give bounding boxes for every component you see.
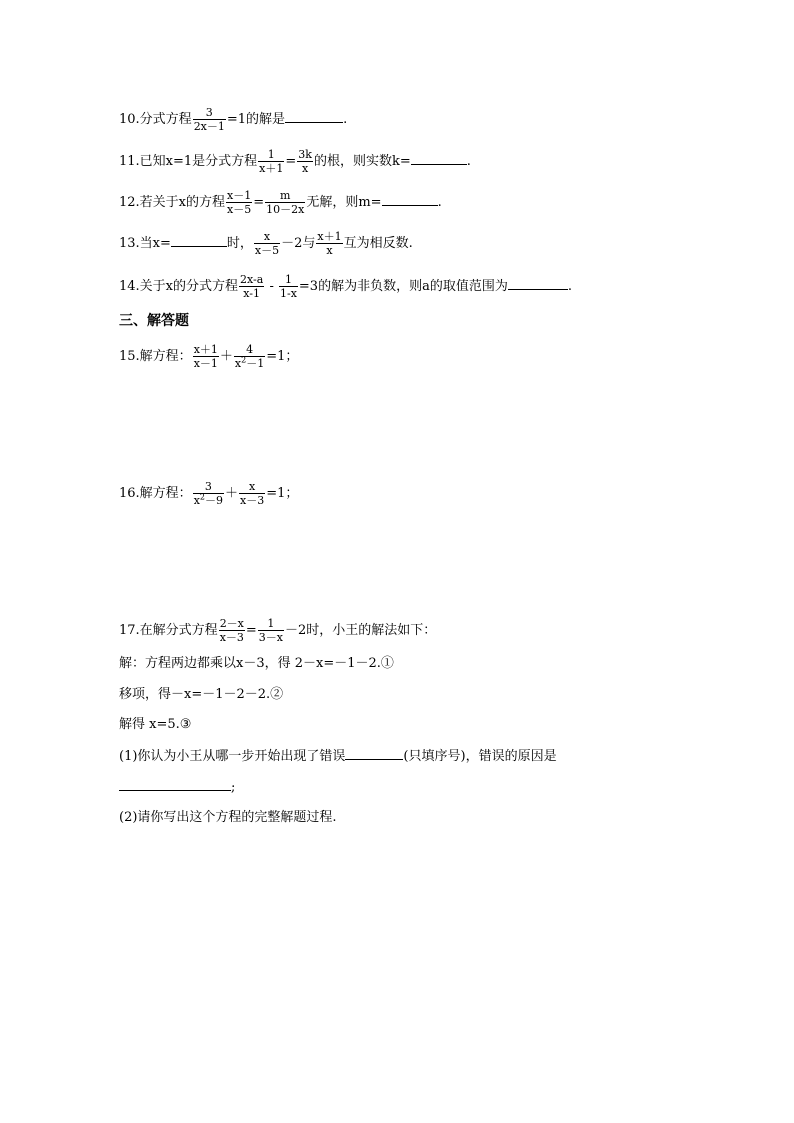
q15-den-2: $x^2-1$ — [234, 355, 265, 370]
q17-equals: = — [245, 623, 257, 638]
q12-period: . — [437, 195, 442, 210]
q10-fraction — [193, 106, 226, 133]
q14-period: . — [567, 279, 572, 294]
part-1 — [119, 747, 557, 766]
q17-prefix: 17.在解分式方程 — [119, 623, 218, 638]
q15-suffix: =1； — [266, 349, 299, 364]
part-1-text-b: (只填序号)，错误的原因是 — [403, 749, 557, 764]
question-17 — [119, 617, 436, 644]
q15-num-1: x＋1 — [193, 343, 218, 356]
part-1-step-blank[interactable] — [345, 747, 403, 760]
question-15 — [119, 343, 298, 370]
q16-fraction-2 — [239, 480, 265, 507]
q17-num-2: 1 — [267, 617, 275, 630]
q11-num-2: 3k — [298, 148, 312, 161]
q11-suffix: 的根，则实数k= — [313, 154, 411, 169]
part-1-semicolon: ; — [231, 780, 236, 795]
q13-middle: 时， — [226, 236, 253, 251]
solution-step-1: 解：方程两边都乘以x－3，得 2－x=－1－2.① — [119, 656, 394, 671]
q11-den-2: x — [302, 162, 309, 175]
part-1-reason — [119, 778, 235, 797]
q12-fraction-2 — [265, 189, 305, 216]
q13-fraction-2 — [316, 230, 342, 257]
q14-fraction-2 — [279, 273, 298, 300]
q15-num-2: 4 — [246, 343, 254, 356]
q17-den-1: x－3 — [219, 631, 244, 644]
q13-suffix: 互为相反数. — [343, 236, 413, 251]
q16-num-1: 3 — [204, 480, 212, 493]
q13-den-1: x－5 — [254, 244, 280, 257]
q16-prefix: 16.解方程： — [119, 486, 192, 501]
question-10 — [119, 106, 347, 133]
q14-num-1: 2x-a — [240, 273, 264, 286]
question-16 — [119, 480, 298, 507]
q13-minus-text: －2与 — [281, 236, 316, 251]
q14-minus: - — [265, 279, 278, 294]
q15-fraction-2 — [234, 343, 265, 370]
q12-prefix: 12.若关于x的方程 — [119, 195, 226, 210]
q14-num-2: 1 — [284, 273, 292, 286]
q12-den-2: 10－2x — [266, 203, 305, 216]
q10-prefix: 10.分式方程 — [119, 112, 192, 127]
q12-suffix: 无解，则m= — [306, 195, 382, 210]
q10-answer-blank[interactable] — [285, 110, 343, 123]
q11-num-1: 1 — [267, 148, 275, 161]
q11-answer-blank[interactable] — [411, 152, 467, 165]
q11-period: . — [466, 154, 471, 169]
q12-den-1: x－5 — [227, 203, 252, 216]
q16-fraction-1 — [193, 480, 224, 507]
q12-equals: = — [253, 195, 265, 210]
q14-den-1: x-1 — [243, 287, 261, 300]
q16-den-1-base: x — [193, 494, 200, 507]
q10-suffix: =1的解是 — [226, 112, 286, 127]
q11-den-1: x＋1 — [259, 162, 284, 175]
q15-den-2-base: x — [234, 357, 242, 370]
q13-num-2: x＋1 — [317, 230, 342, 243]
solution-step-3: 解得 x=5.③ — [119, 717, 192, 732]
q17-fraction-1 — [219, 617, 245, 644]
q17-suffix: －2时，小王的解法如下： — [285, 623, 437, 638]
q15-fraction-1 — [193, 343, 219, 370]
section-heading: 三、解答题 — [119, 313, 189, 329]
q16-den-1: $x^2-9$ — [193, 492, 223, 507]
solution-step-2: 移项，得－x=－1－2－2.② — [119, 687, 284, 702]
q16-num-2: x — [249, 480, 256, 493]
q15-den-2-rest: －1 — [246, 357, 265, 370]
q15-prefix: 15.解方程： — [119, 349, 192, 364]
q14-suffix: =3的解为非负数，则a的取值范围为 — [298, 279, 508, 294]
q11-prefix: 11.已知x=1是分式方程 — [119, 154, 258, 169]
question-13 — [119, 230, 413, 257]
q13-den-2: x — [326, 244, 333, 257]
q14-fraction-1 — [239, 273, 264, 300]
q17-den-2: 3－x — [258, 631, 283, 644]
q16-suffix: =1； — [266, 486, 299, 501]
part-2: (2)请你写出这个方程的完整解题过程. — [119, 810, 337, 825]
q17-num-1: 2－x — [219, 617, 244, 630]
q13-fraction-1 — [254, 230, 280, 257]
q11-fraction-1 — [258, 148, 284, 175]
question-12 — [119, 189, 442, 216]
q16-den-1-rest: －9 — [205, 494, 223, 507]
q11-equals: = — [285, 154, 297, 169]
q13-answer-blank[interactable] — [171, 234, 227, 247]
part-1-reason-blank[interactable] — [119, 778, 231, 791]
q14-answer-blank[interactable] — [508, 277, 568, 290]
q10-numerator: 3 — [205, 106, 213, 119]
q13-prefix: 13.当x= — [119, 236, 171, 251]
q12-fraction-1 — [226, 189, 252, 216]
q13-num-1: x — [263, 230, 271, 243]
q12-answer-blank[interactable] — [382, 193, 438, 206]
question-11 — [119, 148, 471, 175]
q15-den-1: x－1 — [193, 357, 218, 370]
part-1-text-a: (1)你认为小王从哪一步开始出现了错误 — [119, 749, 346, 764]
q10-denominator: 2x－1 — [193, 120, 225, 133]
q10-period: . — [343, 112, 348, 127]
q14-den-2: 1-x — [279, 287, 297, 300]
q11-fraction-2 — [297, 148, 313, 175]
q16-den-2: x－3 — [240, 494, 265, 507]
q14-prefix: 14.关于x的分式方程 — [119, 279, 239, 294]
q12-num-2: m — [280, 189, 291, 202]
question-14 — [119, 273, 572, 300]
q17-fraction-2 — [258, 617, 284, 644]
q16-plus: ＋ — [225, 486, 239, 501]
q15-plus: ＋ — [219, 349, 233, 364]
q12-num-1: x－1 — [227, 189, 252, 202]
